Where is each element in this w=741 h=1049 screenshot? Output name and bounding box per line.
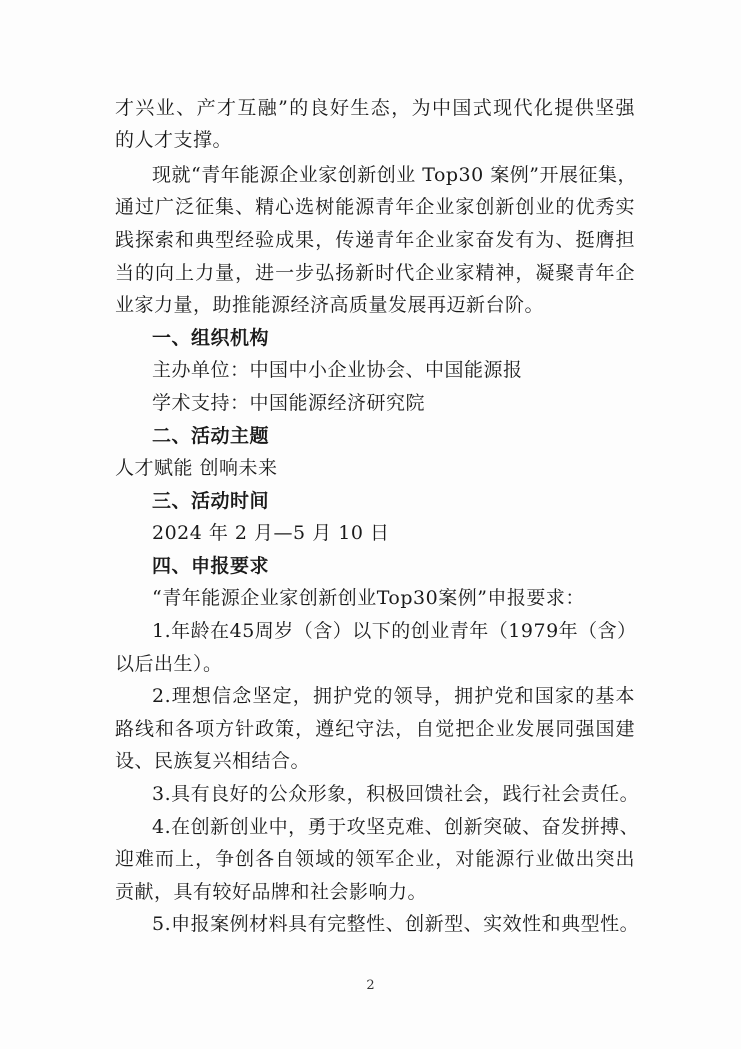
- paragraph-line: 现就“青年能源企业家创新创业 Top30 案例”开展征集，: [152, 164, 637, 186]
- page-number: 2: [366, 978, 375, 993]
- list-item-line: 2.理想信念坚定，拥护党的领导，拥护党和国家的基本: [152, 685, 635, 707]
- section-heading-time: 三、活动时间: [152, 490, 270, 512]
- list-item-line: 设、民族复兴相结合。: [115, 750, 311, 772]
- paragraph-line: 业家力量，助推能源经济高质量发展再迈新台阶。: [115, 294, 545, 316]
- section-heading-theme: 二、活动主题: [152, 425, 270, 447]
- list-item-line: 贡献，具有较好品牌和社会影响力。: [115, 881, 428, 903]
- paragraph-line: 当的向上力量，进一步弘扬新时代企业家精神，凝聚青年企: [115, 262, 635, 284]
- paragraph-line: 学术支持：中国能源经济研究院: [152, 392, 426, 414]
- paragraph-line: 践探索和典型经验成果，传递青年企业家奋发有为、挺膺担: [115, 229, 635, 251]
- paragraph-line: 才兴业、产才互融”的良好生态，为中国式现代化提供坚强: [115, 97, 635, 119]
- section-heading-requirements: 四、申报要求: [152, 555, 270, 577]
- paragraph-line: 通过广泛征集、精心选树能源青年企业家创新创业的优秀实: [115, 196, 635, 218]
- paragraph-line: “青年能源企业家创新创业Top30案例”申报要求：: [152, 587, 585, 609]
- list-item-line: 迎难而上，争创各自领域的领军企业，对能源行业做出突出: [115, 848, 635, 870]
- paragraph-line: 的人才支撑。: [115, 129, 233, 151]
- section-heading-organization: 一、组织机构: [152, 327, 270, 349]
- paragraph-line: 主办单位：中国中小企业协会、中国能源报: [152, 359, 523, 381]
- paragraph-line: 2024 年 2 月—5 月 10 日: [152, 522, 390, 544]
- list-item-line: 以后出生）。: [115, 653, 223, 675]
- list-item-line: 1.年龄在45周岁（含）以下的创业青年（1979年（含）: [152, 620, 637, 642]
- list-item-line: 路线和各项方针政策，遵纪守法，自觉把企业发展同强国建: [115, 718, 635, 740]
- list-item-line: 5.申报案例材料具有完整性、创新型、实效性和典型性。: [152, 913, 640, 935]
- paragraph-line: 人才赋能 创响未来: [115, 457, 278, 479]
- list-item-line: 4.在创新创业中，勇于攻坚克难、创新突破、奋发拼搏、: [152, 816, 640, 838]
- list-item-line: 3.具有良好的公众形象，积极回馈社会，践行社会责任。: [152, 783, 640, 805]
